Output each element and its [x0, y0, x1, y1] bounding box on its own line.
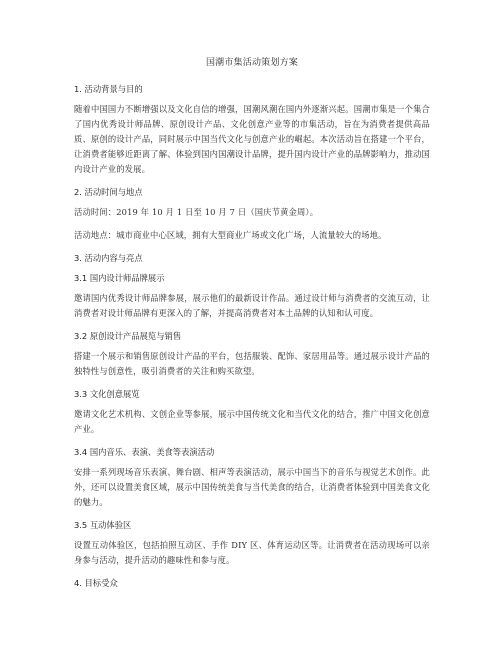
- paragraph: 邀请文化艺术机构、文创企业等参展，展示中国传统文化和当代文化的结合，推广中国文化创意产业。: [74, 409, 430, 434]
- section-heading: 4. 目标受众: [74, 578, 118, 588]
- subsection-heading: 3.4 国内音乐、表演、美食等表演活动: [74, 447, 215, 457]
- section-heading: 1. 活动背景与目的: [74, 84, 143, 94]
- section-heading: 2. 活动时间与地点: [74, 187, 143, 197]
- subsection-heading: 3.3 文化创意展览: [74, 389, 140, 399]
- paragraph: 活动地点：城市商业中心区域，拥有大型商业广场或文化广场，人流量较大的场地。: [74, 230, 387, 240]
- paragraph: 设置互动体验区，包括拍照互动区、手作 DIY 区、体育运动区等。让消费者在活动现场可以亲身参与活动，提升活动的趣味性和参与度。: [74, 540, 430, 565]
- subsection-heading: 3.5 互动体验区: [74, 520, 132, 530]
- subsection-heading: 3.1 国内设计师品牌展示: [74, 273, 165, 283]
- paragraph: 搭建一个展示和销售原创设计产品的平台，包括服装、配饰、家居用品等。通过展示设计产品的独特性与创意性，吸引消费者的关注和购买欲望。: [74, 351, 430, 376]
- paragraph: 邀请国内优秀设计师品牌参展，展示他们的最新设计作品。通过设计师与消费者的交流互动，让消费者对设计师品牌有更深入的了解，并提高消费者对本土品牌的认知和认可度。: [74, 293, 430, 318]
- paragraph: 随着中国国力不断增强以及文化自信的增强，国潮风潮在国内外逐渐兴起。国潮市集是一个集合了国内优秀设计师品牌、原创设计产品、文化创意产业等的市集活动，旨在为消费者提供高品质、原创的设计产品，同时展示中国当代文化与创意产业的崛起。本次活动旨在搭建一个平台，让消费者能够近距离了解、体验到国内国潮设计品牌，提升国内设计产业的品牌影响力，推动国内设计产业的发展。: [74, 104, 430, 174]
- paragraph: 活动时间：2019 年 10 月 1 日至 10 月 7 日（国庆节黄金周）。: [74, 207, 319, 217]
- document-title: 国潮市集活动策划方案: [205, 58, 298, 68]
- section-heading: 3. 活动内容与亮点: [74, 253, 143, 263]
- subsection-heading: 3.2 原创设计产品展览与销售: [74, 331, 182, 341]
- paragraph: 安排一系列现场音乐表演、舞台剧、相声等表演活动，展示中国当下的音乐与视觉艺术创作。此外，还可以设置美食区域，展示中国传统美食与当代美食的结合，让消费者体验到中国美食文化的魅力。: [74, 467, 430, 507]
